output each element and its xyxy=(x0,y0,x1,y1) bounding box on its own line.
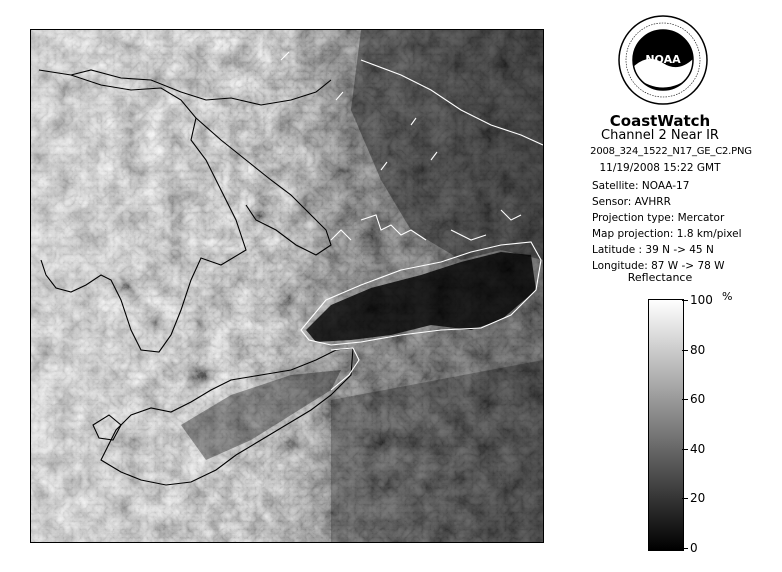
sensor-info: Sensor: AVHRR xyxy=(592,196,671,208)
brand-title: CoastWatch xyxy=(609,112,711,130)
latitude-info: Latitude : 39 N -> 45 N xyxy=(592,244,714,256)
colorbar-tick-label: 20 xyxy=(690,491,706,505)
colorbar-tick-label: 40 xyxy=(690,442,706,456)
product-name: Channel 2 Near IR xyxy=(601,128,719,143)
colorbar-title: Reflectance xyxy=(627,271,693,284)
colorbar-tick xyxy=(682,449,688,450)
reflectance-colorbar xyxy=(648,299,684,551)
colorbar-tick-label: 60 xyxy=(690,392,706,406)
satellite-info: Satellite: NOAA-17 xyxy=(592,180,690,192)
colorbar-tick xyxy=(682,300,688,301)
colorbar-tick-label: 80 xyxy=(690,343,706,357)
colorbar-tick xyxy=(682,498,688,499)
colorbar-tick-label: 100 xyxy=(690,293,713,307)
colorbar-tick xyxy=(682,399,688,400)
colorbar-tick xyxy=(682,548,688,549)
noaa-logo xyxy=(618,15,708,105)
file-name: 2008_324_1522_N17_GE_C2.PNG xyxy=(590,146,752,157)
logo-center-text: NOAA xyxy=(645,53,681,66)
colorbar-tick-label: 0 xyxy=(690,541,698,555)
satellite-image xyxy=(31,30,543,542)
map-projection-info: Map projection: 1.8 km/pixel xyxy=(592,228,742,240)
map-frame xyxy=(30,29,544,543)
projection-type-info: Projection type: Mercator xyxy=(592,212,725,224)
colorbar-unit: % xyxy=(722,290,733,303)
colorbar-tick xyxy=(682,350,688,351)
date-time: 11/19/2008 15:22 GMT xyxy=(599,162,721,174)
longitude-info: Longitude: 87 W -> 78 W xyxy=(592,260,725,272)
